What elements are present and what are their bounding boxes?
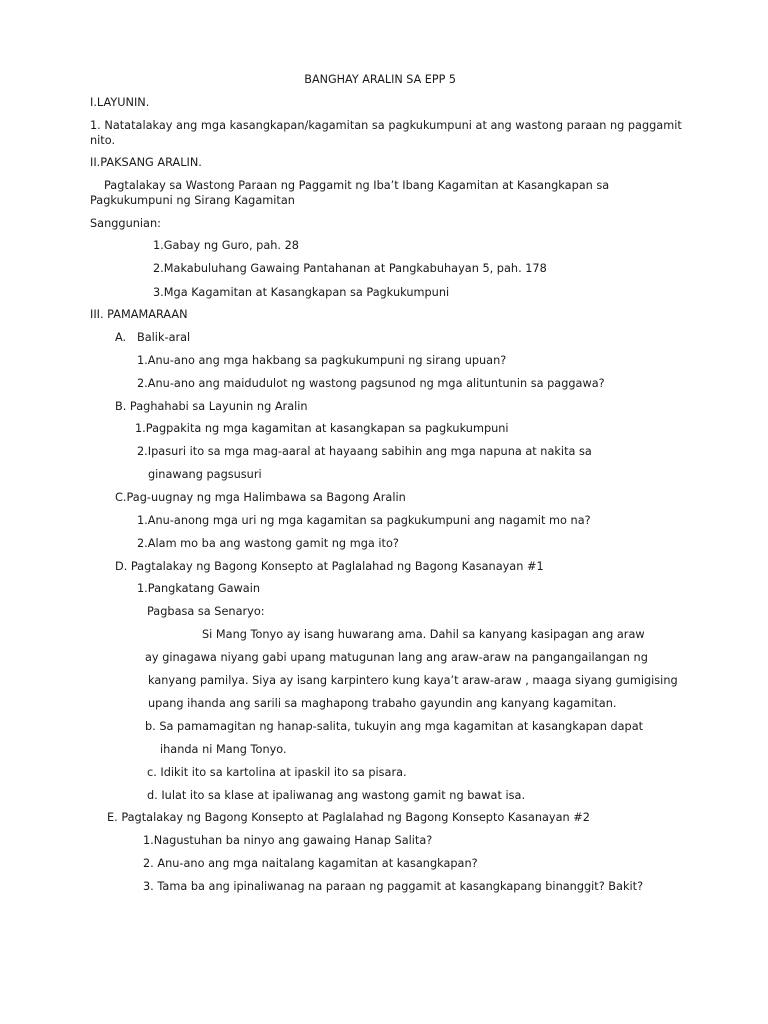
document-title: BANGHAY ARALIN SA EPP 5 <box>304 73 457 86</box>
scenario-heading: Pagbasa sa Senaryo: <box>147 605 265 618</box>
scenario-line: kanyang pamilya. Siya ay isang karpintero kung kaya’t araw-araw , maaga siyang gumigising <box>148 674 678 687</box>
list-item: 1.Anu-ano ang mga hakbang sa pagkukumpuni ng sirang upuan? <box>137 354 507 367</box>
subsection-b-label: B. Paghahabi sa Layunin ng Aralin <box>115 400 308 413</box>
step-item: c. Idikit ito sa kartolina at ipaskil ito sa pisara. <box>147 766 407 779</box>
list-item: 2.Ipasuri ito sa mga mag-aaral at hayaang sabihin ang mga napuna at nakita sa <box>137 445 592 458</box>
sanggunian-label: Sanggunian: <box>90 217 161 230</box>
list-item: 1.Pagpakita ng mga kagamitan at kasangkapan sa pagkukumpuni <box>135 422 509 435</box>
list-item: 1.Pangkatang Gawain <box>137 582 261 595</box>
reference-item: 3.Mga Kagamitan at Kasangkapan sa Pagkukumpuni <box>153 286 450 299</box>
section-heading-paksang-aralin: II.PAKSANG ARALIN. <box>90 156 202 169</box>
list-item: 2.Alam mo ba ang wastong gamit ng mga ito? <box>137 537 399 550</box>
subsection-d-label: D. Pagtalakay ng Bagong Konsepto at Paglalahad ng Bagong Kasanayan #1 <box>115 560 544 573</box>
scenario-line: ay ginagawa niyang gabi upang matugunan lang ang araw-araw na pangangailangan ng <box>145 651 648 664</box>
reference-item: 1.Gabay ng Guro, pah. 28 <box>153 239 299 252</box>
layunin-item-line: 1. Natatalakay ang mga kasangkapan/kagamitan sa pagkukumpuni at ang wastong paraan ng paggamit <box>90 119 682 132</box>
scenario-line: Si Mang Tonyo ay isang huwarang ama. Dahil sa kanyang kasipagan ang araw <box>202 628 645 641</box>
list-item: 2.Anu-ano ang maidudulot ng wastong pagsunod ng mga alituntunin sa paggawa? <box>137 377 605 390</box>
list-item: 3. Tama ba ang ipinaliwanag na paraan ng paggamit at kasangkapang binanggit? Bakit? <box>143 880 644 893</box>
step-item: b. Sa pamamagitan ng hanap-salita, tukuyin ang mga kagamitan at kasangkapan dapat <box>145 720 644 733</box>
reference-item: 2.Makabuluhang Gawaing Pantahanan at Pangkabuhayan 5, pah. 178 <box>153 262 547 275</box>
list-item-continuation: ginawang pagsusuri <box>148 468 262 481</box>
scenario-line: upang ihanda ang sarili sa maghapong trabaho gayundin ang kanyang kagamitan. <box>148 697 617 710</box>
subsection-a-letter: A. <box>115 331 127 344</box>
section-heading-layunin: I.LAYUNIN. <box>90 96 150 109</box>
list-item: 1.Nagustuhan ba ninyo ang gawaing Hanap Salita? <box>143 834 433 847</box>
subsection-e-label: E. Pagtalakay ng Bagong Konsepto at Paglalahad ng Bagong Konsepto Kasanayan #2 <box>107 811 590 824</box>
subsection-c-label: C.Pag-uugnay ng mga Halimbawa sa Bagong Aralin <box>115 491 406 504</box>
step-item: d. Iulat ito sa klase at ipaliwanag ang wastong gamit ng bawat isa. <box>147 789 526 802</box>
step-item-continuation: ihanda ni Mang Tonyo. <box>160 743 287 756</box>
layunin-item-line: nito. <box>90 134 116 147</box>
topic-line: Pagkukumpuni ng Sirang Kagamitan <box>90 194 295 207</box>
list-item: 1.Anu-anong mga uri ng mga kagamitan sa pagkukumpuni ang nagamit mo na? <box>137 514 591 527</box>
topic-line: Pagtalakay sa Wastong Paraan ng Paggamit ng Iba’t Ibang Kagamitan at Kasangkapan sa <box>104 179 610 192</box>
list-item: 2. Anu-ano ang mga naitalang kagamitan at kasangkapan? <box>143 857 478 870</box>
subsection-a-label: Balik-aral <box>137 331 191 344</box>
section-heading-pamamaraan: III. PAMAMARAAN <box>90 308 188 321</box>
